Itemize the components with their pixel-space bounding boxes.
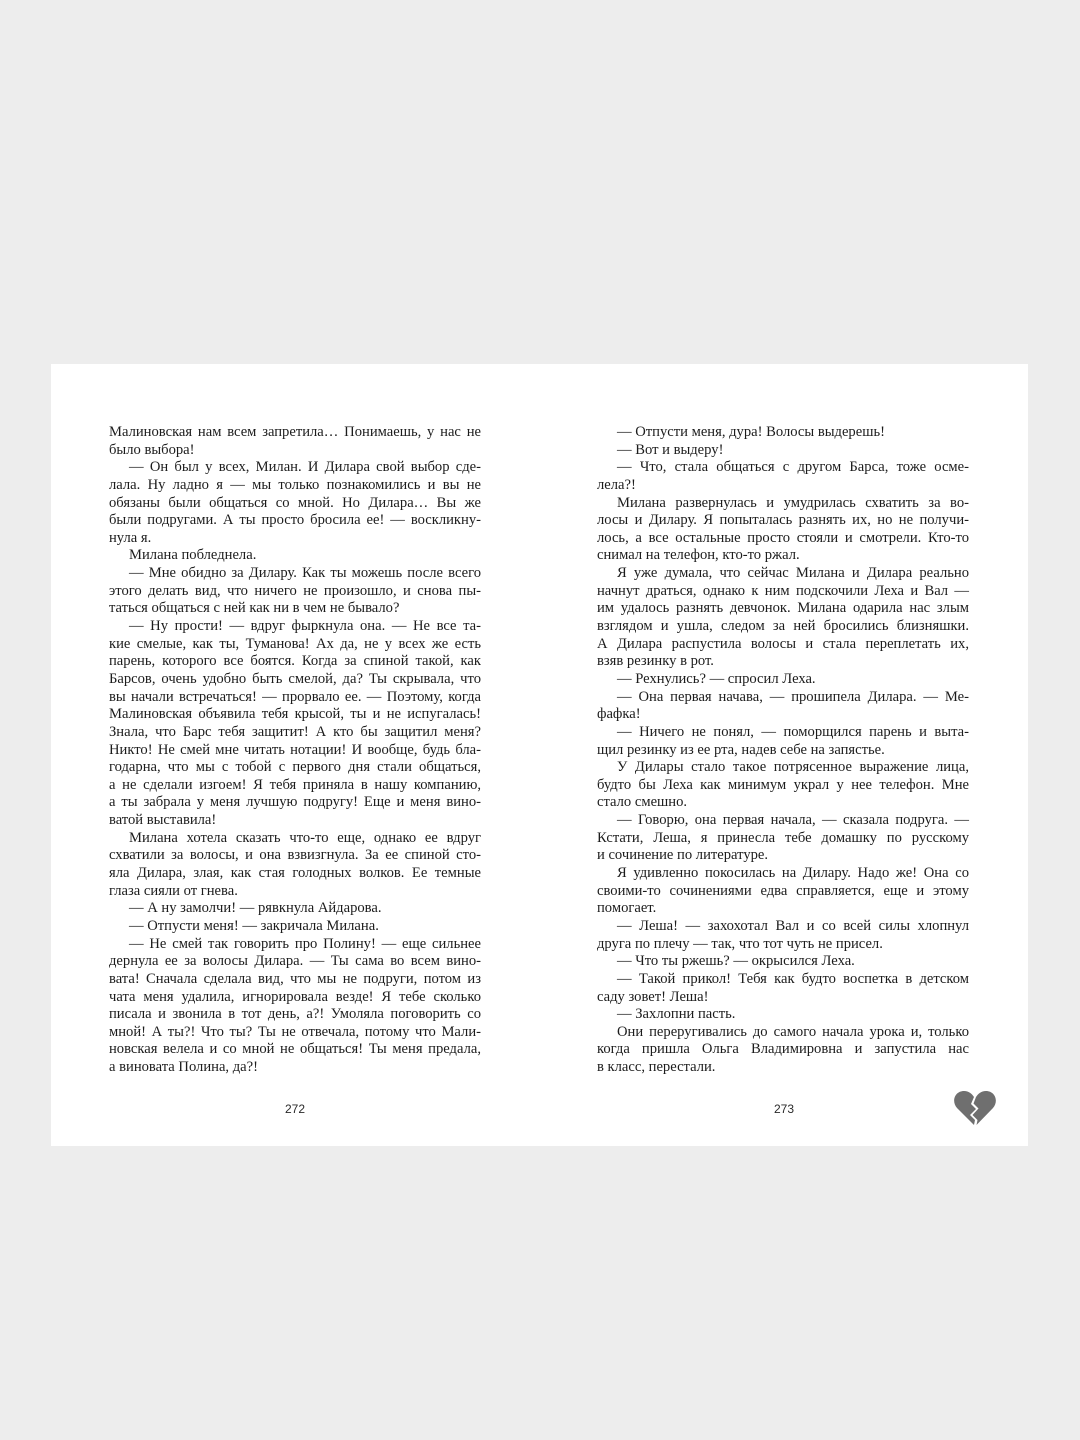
- text-line: — А ну замолчи! — рявкнула Айдарова.: [129, 900, 382, 917]
- book-spread: [51, 364, 1028, 1146]
- text-line: — Отпусти меня, дура! Волосы выдерешь!: [617, 424, 885, 440]
- page-left: [109, 424, 481, 1077]
- text-line: схватили за волосы, и она взвизгнула. За ее спиной сто-: [109, 847, 481, 864]
- text-line: лосы и Дилару. Я попыталась разнять их, но не получи-: [597, 512, 969, 529]
- text-line: им удалось разнять девчонок. Милана одарила нас злым: [597, 600, 969, 617]
- text-line: — Рехнулись? — спросил Леха.: [617, 670, 816, 687]
- text-line: — Вот и выдеру!: [617, 441, 724, 458]
- text-line: снимал на телефон, кто-то ржал.: [597, 547, 800, 564]
- text-line: — Такой прикол! Тебя как будто воспетка в детском: [617, 970, 969, 987]
- text-line: лала. Ну ладно я — мы только познакомились и вы не: [109, 476, 481, 493]
- text-line: будто бы Леха как минимум украл у нее телефон. Мне: [597, 776, 969, 793]
- broken-heart-icon: [953, 1088, 997, 1128]
- text-line: Я уже думала, что сейчас Милана и Дилара реально: [617, 565, 969, 582]
- text-line: были подругами. А ты просто бросила ее! — воскликну-: [109, 512, 481, 529]
- text-line: щил резинку из ее рта, надев себе на запястье.: [597, 741, 885, 758]
- page-number-left: 272: [284, 1102, 306, 1116]
- text-line: мной! А ты?! Что ты? Ты не отвечала, потому что Мали-: [109, 1023, 481, 1040]
- text-line: своими-то сочинениями едва справляется, еще и этому: [597, 882, 969, 899]
- text-line: — Говорю, она первая начала, — сказала подруга. —: [617, 812, 969, 829]
- text-line: яла Дилара, злая, как стая голодных волков. Ее темные: [109, 865, 481, 882]
- text-line: — Она первая начава, — прошипела Дилара. — Ме-: [617, 688, 969, 705]
- text-line: стало смешно.: [597, 794, 688, 811]
- text-line: писала и звонила в тот день, а?! Умоляла поговорить со: [109, 1006, 481, 1023]
- text-line: когда пришла Ольга Владимировна и запустила нас: [597, 1041, 969, 1058]
- text-line: — Что ты ржешь? — окрысился Леха.: [617, 953, 855, 970]
- text-line: фафка!: [597, 706, 641, 723]
- text-line: а виновата Полина, да?!: [109, 1059, 258, 1076]
- text-line: Малиновская объявила тебя крысой, ты и не испугалась!: [109, 706, 481, 723]
- text-line: Кстати, Леша, я принесла тебе домашку по русскому: [597, 829, 969, 846]
- text-line: парень, которого все боятся. Когда за спиной такой, как: [109, 653, 481, 670]
- text-line: в класс, перестали.: [597, 1059, 716, 1076]
- text-line: — Не смей так говорить про Полину! — еще сильнее: [129, 935, 481, 952]
- text-line: — Что, стала общаться с другом Барса, тоже осме-: [617, 459, 969, 476]
- text-line: Милана побледнела.: [129, 547, 257, 564]
- text-line: — Захлопни пасть.: [617, 1006, 736, 1023]
- text-line: Барсов, очень удобно быть смелой, да? Ты скрывала, что: [109, 670, 481, 687]
- text-line: — Леша! — захохотал Вал и со всей силы хлопнул: [617, 917, 969, 934]
- text-line: помогает.: [597, 900, 657, 917]
- text-line: У Дилары стало такое потрясенное выражение лица,: [617, 759, 969, 776]
- text-line: Милана развернулась и умудрилась схватить за во-: [617, 494, 969, 511]
- text-line: глаза сияли от гнева.: [109, 882, 238, 899]
- text-line: было выбора!: [109, 441, 195, 458]
- text-line: этого делать вид, что ничего не произошло, и снова пы-: [109, 582, 481, 599]
- text-line: годарна, что мы с тобой с первого дня стали общаться,: [109, 759, 481, 776]
- text-line: кие смелые, как ты, Туманова! Ах да, не у всех же есть: [109, 635, 481, 652]
- text-line: чата меня удалила, игнорировала везде! Я тебе сколько: [109, 988, 481, 1005]
- text-line: а не сделали изгоем! Я тебя приняла в нашу компанию,: [109, 776, 481, 793]
- text-line: таться общаться с ней как ни в чем не бывало?: [109, 600, 400, 617]
- text-line: взяв резинку в рот.: [597, 653, 714, 670]
- text-line: ватой выставила!: [109, 812, 217, 829]
- page-right: [597, 424, 969, 1077]
- text-line: новская велела и со мной не общаться! Ты меня предала,: [109, 1041, 481, 1058]
- text-line: — Отпусти меня! — закричала Милана.: [129, 917, 379, 934]
- text-line: Милана хотела сказать что-то еще, однако ее вдруг: [129, 829, 481, 846]
- text-line: Они переругивались до самого начала урока и, только: [617, 1023, 969, 1040]
- text-line: дернула ее за волосы Дилара. — Ты сама во всем вино-: [109, 953, 481, 970]
- text-line: Малиновская нам всем запретила… Понимаешь, у нас не: [109, 424, 481, 440]
- text-line: и сочинение по литературе.: [597, 847, 769, 864]
- text-line: А Дилара распустила волосы и стала переплетать их,: [597, 635, 969, 652]
- text-line: друга по плечу — так, что тот чуть не присел.: [597, 935, 883, 952]
- text-line: взглядом и ушла, следом за ней бросились близняшки.: [597, 618, 969, 635]
- text-line: — Ничего не понял, — поморщился парень и выта-: [617, 723, 969, 740]
- text-line: вы начали встречаться! — прорвало ее. — Поэтому, когда: [109, 688, 481, 705]
- text-line: вата! Сначала сделала вид, что мы не подруги, потом из: [109, 970, 481, 987]
- text-line: нула я.: [109, 529, 152, 546]
- text-line: лела?!: [597, 476, 636, 493]
- text-line: саду зовет! Леша!: [597, 988, 709, 1005]
- text-line: начнут драться, однако к ним подскочили Леха и Вал —: [597, 582, 969, 599]
- text-line: — Мне обидно за Дилару. Как ты можешь после всего: [129, 565, 481, 582]
- page-number-right: 273: [773, 1102, 795, 1116]
- text-line: — Он был у всех, Милан. И Дилара свой выбор сде-: [129, 459, 481, 476]
- text-line: обязаны были общаться со мной. Но Дилара… Вы же: [109, 494, 481, 511]
- text-line: — Ну прости! — вдруг фыркнула она. — Не все та-: [129, 618, 481, 635]
- text-line: Никто! Не смей мне читать нотации! И вообще, будь бла-: [109, 741, 481, 758]
- text-line: Знала, что Барс тебя защитит! А кто бы защитил меня?: [109, 723, 481, 740]
- text-line: лось, а все остальные просто стояли и смотрели. Кто-то: [597, 529, 969, 546]
- text-line: а ты забрала у меня лучшую подругу! Еще и меня вино-: [109, 794, 481, 811]
- text-line: Я удивленно покосилась на Дилару. Надо же! Она со: [617, 865, 969, 882]
